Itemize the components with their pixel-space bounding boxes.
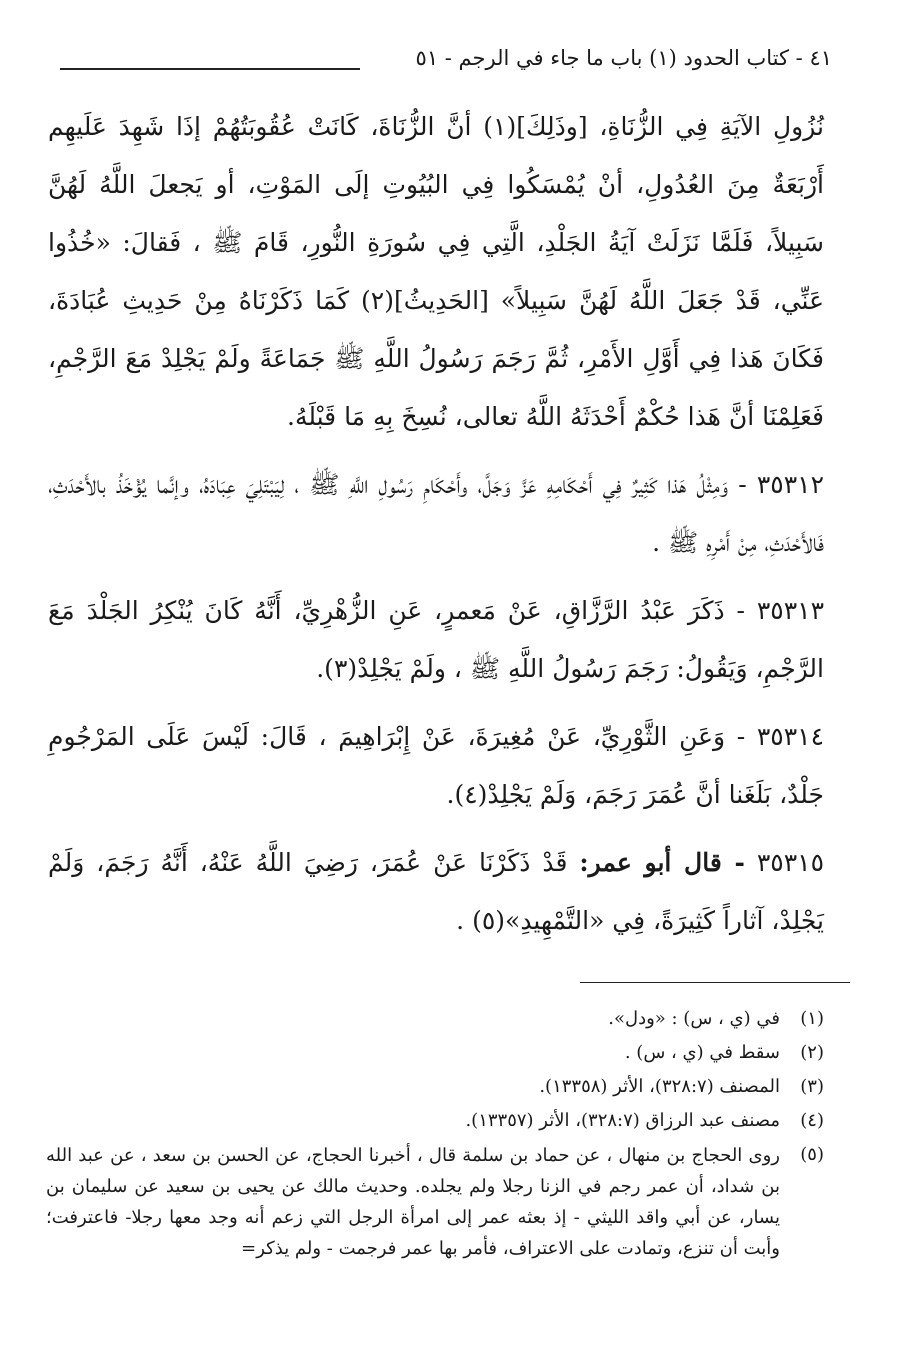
footnote bbox=[46, 1072, 824, 1102]
paragraph-35315 bbox=[48, 834, 824, 950]
header-rule bbox=[60, 68, 360, 70]
footnote-text: روى الحجاج بن منهال ، عن حماد بن سلمة قال ، أخبرنا الحجاج، عن الحسن بن سعد ، عن عبد الله بن شداد، أن عمر رجم في الزنا رجلا ولم يجلده. وحديث مالك عن يحيى بن سعيد عن سليمان بن يسار، عن أبي واقد الليثي - إذ بعثه عمر إلى امرأة الرجل التي زعم أنه وجد معها رجلا- فاعترفت؛ وأبت أن تنزع، وتمادت على الاعتراف، فأمر بها عمر فرجمت - ولم يذكر= bbox=[46, 1145, 780, 1259]
footnote bbox=[46, 1140, 824, 1264]
footnote-number: (٣) bbox=[800, 1076, 824, 1097]
footnote-text: سقط في (ي ، س) . bbox=[624, 1042, 780, 1063]
footnote-text: مصنف عبد الرزاق (٣٢٨:٧)، الأثر (١٣٣٥٧). bbox=[465, 1110, 780, 1131]
main-text bbox=[48, 98, 824, 950]
footnote-text: المصنف (٣٢٨:٧)، الأثر (١٣٣٥٨). bbox=[539, 1076, 780, 1097]
running-header bbox=[60, 38, 832, 78]
header-title: ٤١ - كتاب الحدود (١) باب ما جاء في الرجم - ٥١ bbox=[415, 46, 832, 70]
footnote bbox=[46, 1004, 824, 1034]
paragraph-number: ٣٥٣١٤ bbox=[756, 722, 824, 751]
paragraph-number: ٣٥٣١٥ bbox=[756, 848, 824, 877]
paragraph-35312 bbox=[48, 456, 824, 572]
paragraph-text: نُزُولِ الآيَةِ فِي الزُّنَاةِ، [وذَلِكَ](١) أنَّ الزُّنَاةَ، كَانَتْ عُقُوبَتُهُمْ إذَا شَهِدَ عَلَيهِم أَرْبَعَةٌ مِنَ العُدُولِ، أنْ يُمْسَكُوا فِي البُيُوتِ إلَى المَوْتِ، أو يَجعلَ اللَّهُ لَهُنَّ سَبِيلاً، فَلَمَّا نَزَلَتْ آيَةُ الجَلْدِ، الَّتِي فِي سُورَةِ النُّورِ، قَامَ ﷺ ، فَقالَ: «خُذُوا عَنِّي، قَدْ جَعَلَ اللَّهُ لَهُنَّ سَبِيلاً» [الحَدِيثُ](٢) كَمَا ذَكَرْنَاهُ مِنْ حَدِيثِ عُبَادَةَ، فَكَانَ هَذا فِي أَوَّلِ الأَمْرِ، ثُمَّ رَجَمَ رَسُولُ اللَّهِ ﷺ جَمَاعَةً ولَمْ يَجْلِدْ مَعَ الرَّجْمِ، فَعَلِمْنَا أنَّ هَذا حُكْمٌ أَحْدَثَهُ اللَّهُ تعالى، نُسِخَ بِهِ مَا قَبْلَهُ. bbox=[48, 112, 824, 431]
paragraph bbox=[48, 98, 824, 446]
paragraph-text: قَدْ ذَكَرْنَا عَنْ عُمَرَ، رَضِيَ اللَّهُ عَنْهُ، أَنَّهُ رَجَمَ، وَلَمْ يَجْلِدْ، آثاراً كَثِيرَةً، فِي «التَّمْهِيدِ»(٥) . bbox=[48, 848, 824, 935]
footnote-number: (٤) bbox=[800, 1110, 824, 1131]
footnote bbox=[46, 1106, 824, 1136]
paragraph-35314 bbox=[48, 708, 824, 824]
footnote-separator bbox=[580, 982, 850, 983]
footnote-number: (١) bbox=[800, 1008, 824, 1029]
footnote-number: (٥) bbox=[800, 1144, 824, 1165]
paragraph-text: - ذَكَرَ عَبْدُ الرَّزَّاقِ، عَنْ مَعمرٍ، عَنِ الزُّهْرِيِّ، أَنَّهُ كَانَ يُنْكِرُ الجَلْدَ مَعَ الرَّجْمِ، وَيَقُولُ: رَجَمَ رَسُولُ اللَّهِ ﷺ ، ولَمْ يَجْلِدْ(٣). bbox=[48, 596, 824, 683]
paragraph-text: - وَعَنِ الثَّوْرِيِّ، عَنْ مُغِيرَةَ، عَنْ إِبْرَاهِيمَ ، قَالَ: لَيْسَ عَلَى المَرْجُومِ جَلْدٌ، بَلَغَنا أنَّ عُمَرَ رَجَمَ، وَلَمْ يَجْلِدْ(٤). bbox=[48, 722, 824, 809]
footnote-number: (٢) bbox=[800, 1042, 824, 1063]
footnote-text: في (ي ، س) : «ودل». bbox=[608, 1008, 780, 1029]
footnote bbox=[46, 1038, 824, 1068]
paragraph-number: ٣٥٣١٢ bbox=[756, 470, 824, 499]
footnotes bbox=[46, 1004, 824, 1268]
paragraph-35313 bbox=[48, 582, 824, 698]
paragraph-text: - وَمِثْلُ هَذا كَثِيرٌ فِي أَحْكَامِهِ عَزَّ وَجَلَّ، وأَحْكَامِ رَسُولِ اللَّهِ ﷺ ، لِيَبْتَلِيَ عِبَادَهُ، وإنَّما يُؤْخَذُ بالأَحْدَثِ، فَالأَحْدَثِ، مِنْ أَمْرِهِ ﷺ . bbox=[48, 470, 824, 557]
speaker-label: - قال أبو عمر: bbox=[579, 848, 745, 877]
paragraph-number: ٣٥٣١٣ bbox=[756, 596, 825, 625]
